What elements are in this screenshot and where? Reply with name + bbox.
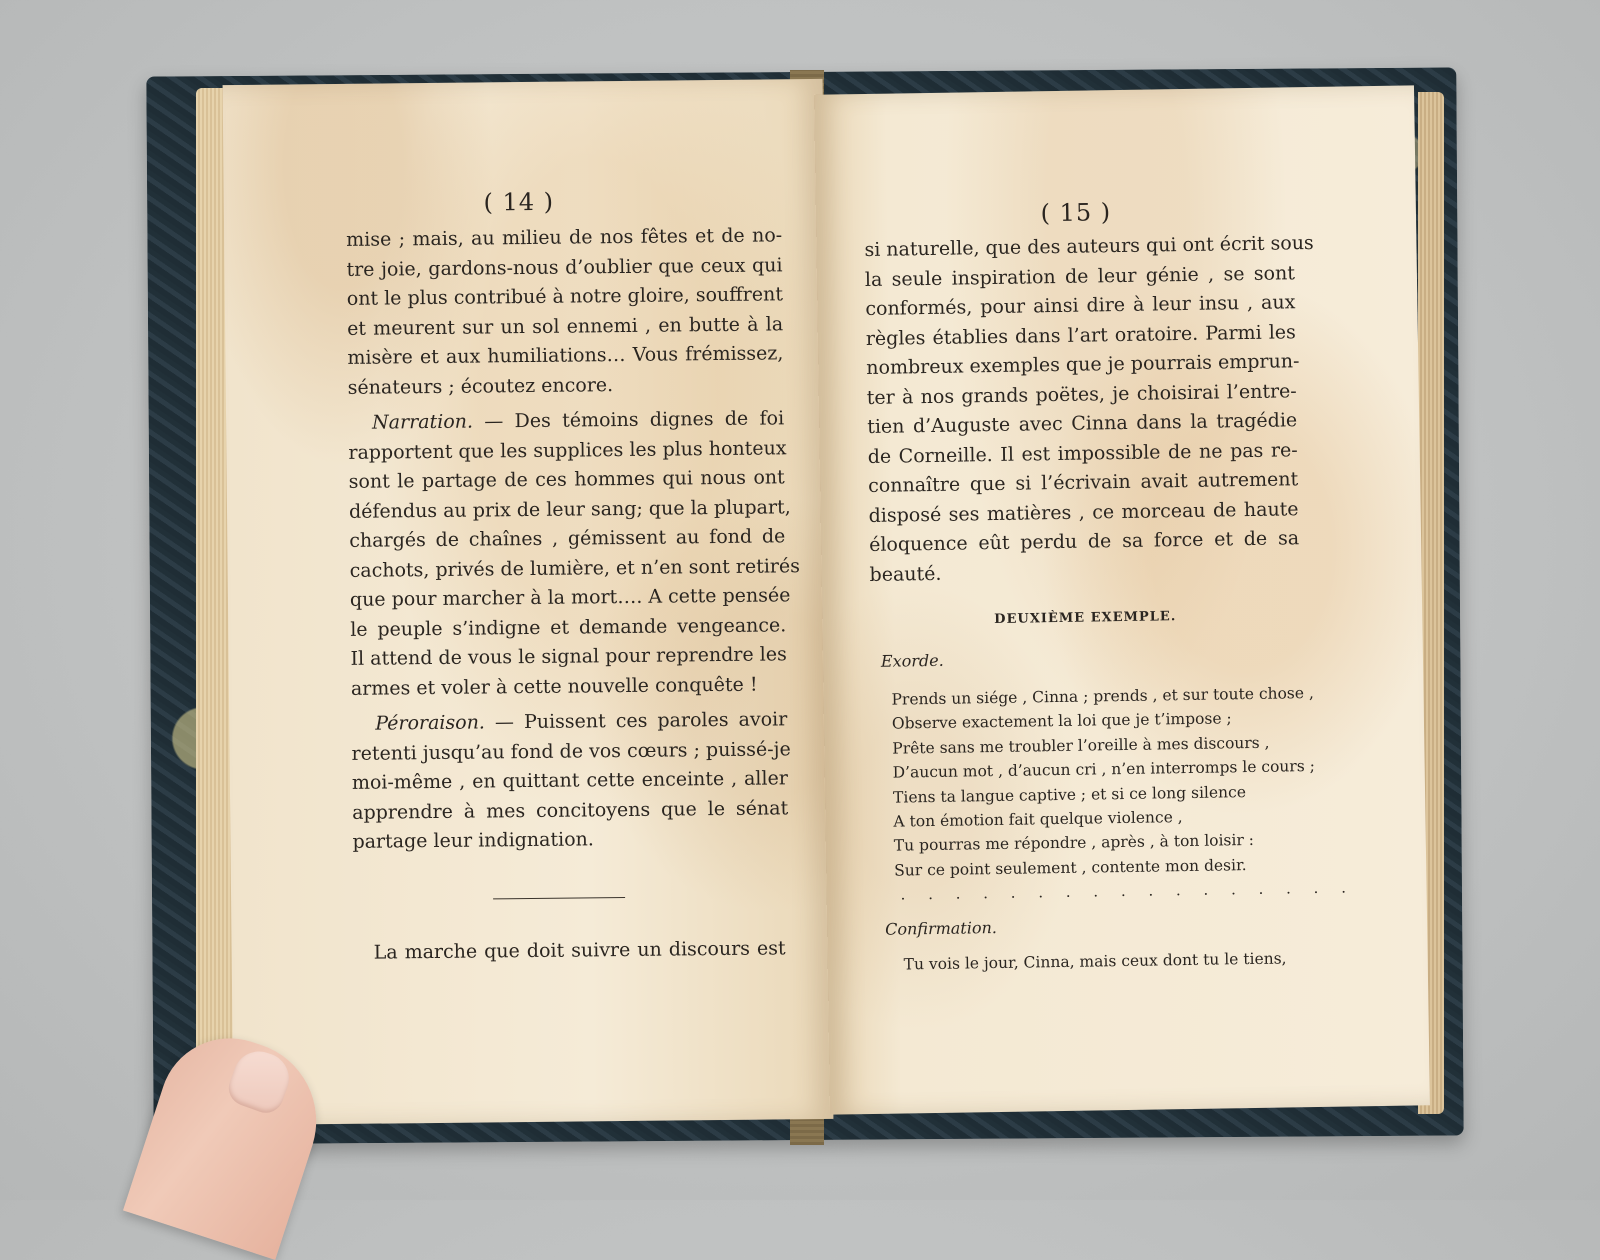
text-line: la seule inspiration de leur génie , se sont	[864, 261, 1296, 291]
right-page-text	[864, 229, 1314, 590]
right-page-number: ( 15 )	[1040, 198, 1112, 228]
text-line: tre joie, gardons-nous d’oublier que ceux qui	[346, 253, 783, 281]
left-paragraph-1	[346, 221, 784, 403]
text-line: Il attend de vous le signal pour reprendre les	[350, 643, 787, 670]
verse-line: A ton émotion fait quelque violence ,	[893, 808, 1183, 831]
text-line: disposé ses matières , ce morceau de haute	[868, 497, 1299, 527]
verse-line: Tu pourras me répondre , après , à ton loisir :	[893, 831, 1255, 856]
section-divider-rule	[493, 897, 625, 899]
verse-line: Sur ce point seulement , contente mon desir.	[894, 855, 1247, 880]
text-line	[348, 404, 784, 438]
left-paragraph-peroraison	[351, 705, 789, 857]
text-line: armes et voler à cette nouvelle conquête !	[350, 673, 758, 700]
verse-line: Tiens ta langue captive ; et si ce long silence	[892, 782, 1247, 807]
verse-line: Prends un siége , Cinna ; prends , et sur toute chose ,	[891, 683, 1314, 709]
text-line: cachots, privés de lumière, et n’en sont retirés	[349, 554, 801, 582]
text-line: règles établies dans l’art oratoire. Parmi les	[865, 320, 1296, 350]
verse-line: D’aucun mot , d’aucun cri , n’en interromps le cours ;	[892, 757, 1315, 782]
left-page-text	[346, 221, 801, 863]
section-title: DEUXIÈME EXEMPLE.	[994, 609, 1177, 628]
text-line: conformés, pour ainsi dire à leur insu , aux	[865, 291, 1296, 320]
text-line	[351, 705, 787, 739]
verse-line: Prête sans me troubler l’oreille à mes discours ,	[892, 733, 1270, 758]
text-fragment: — Des témoins dignes de foi	[484, 407, 785, 433]
text-line: sénateurs ; écoutez encore.	[347, 373, 614, 399]
text-line: de Corneille. Il est impossible de ne pas re-	[867, 438, 1298, 468]
text-line: connaître que si l’écrivain avait autrement	[868, 468, 1299, 497]
text-line: rapportent que les supplices les plus honteux	[348, 436, 787, 464]
exorde-verses	[891, 681, 1315, 883]
text-line: misère et aux humiliations… Vous frémissez,	[347, 342, 784, 369]
text-line: partage leur indignation.	[352, 828, 594, 853]
text-line: sont le partage de ces hommes qui nous ont	[348, 466, 785, 493]
confirmation-verse: Tu vois le jour, Cinna, mais ceux dont tu le tiens,	[903, 949, 1287, 974]
right-page	[814, 85, 1430, 1114]
peroraison-heading: Péroraison.	[375, 711, 486, 735]
text-line: mise ; mais, au milieu de nos fêtes et de no-	[346, 224, 783, 251]
text-line: le peuple s’indigne et demande vengeance.	[350, 613, 787, 641]
text-line: apprendre à mes concitoyens que le sénat	[352, 796, 789, 824]
text-line: ter à nos grands poëtes, je choisirai l’entre-	[866, 379, 1297, 409]
text-line: nombreux exemples que je pourrais emprun-	[866, 350, 1300, 379]
text-line: et meurent sur un sol ennemi , en butte à la	[347, 312, 784, 340]
text-line: défendus au prix de leur sang; que la plupart,	[348, 495, 791, 523]
left-closing-line: La marche que doit suivre un discours est	[373, 937, 786, 964]
text-line: moi-même , en quittant cette enceinte , aller	[351, 767, 788, 794]
text-line: chargés de chaînes , gémissent au fond de	[349, 525, 786, 552]
text-line: si naturelle, que des auteurs qui ont écrit sous	[864, 231, 1314, 262]
confirmation-heading: Confirmation.	[884, 918, 998, 939]
text-line: éloquence eût perdu de sa force et de sa	[868, 527, 1300, 556]
verse-line: Observe exactement la loi que je t’impose ;	[891, 709, 1232, 734]
exorde-heading: Exorde.	[880, 650, 944, 671]
text-fragment: — Puissent ces paroles avoir	[494, 708, 788, 734]
narration-heading: Narration.	[371, 410, 474, 434]
left-page	[223, 79, 834, 1125]
left-page-number: ( 14 )	[483, 187, 555, 217]
left-paragraph-narration	[348, 404, 801, 704]
ellipsis-dots: . . . . . . . . . . . . . . . . .	[900, 878, 1356, 904]
text-line: beauté.	[869, 562, 942, 586]
text-line: que pour marcher à la mort…. A cette pensée	[349, 584, 791, 611]
text-line: retenti jusqu’au fond de vos cœurs ; puissé-je	[351, 737, 791, 765]
text-line: tien d’Auguste avec Cinna dans la tragédie	[867, 409, 1298, 438]
text-line: ont le plus contribué à notre gloire, souffrent	[346, 283, 784, 310]
